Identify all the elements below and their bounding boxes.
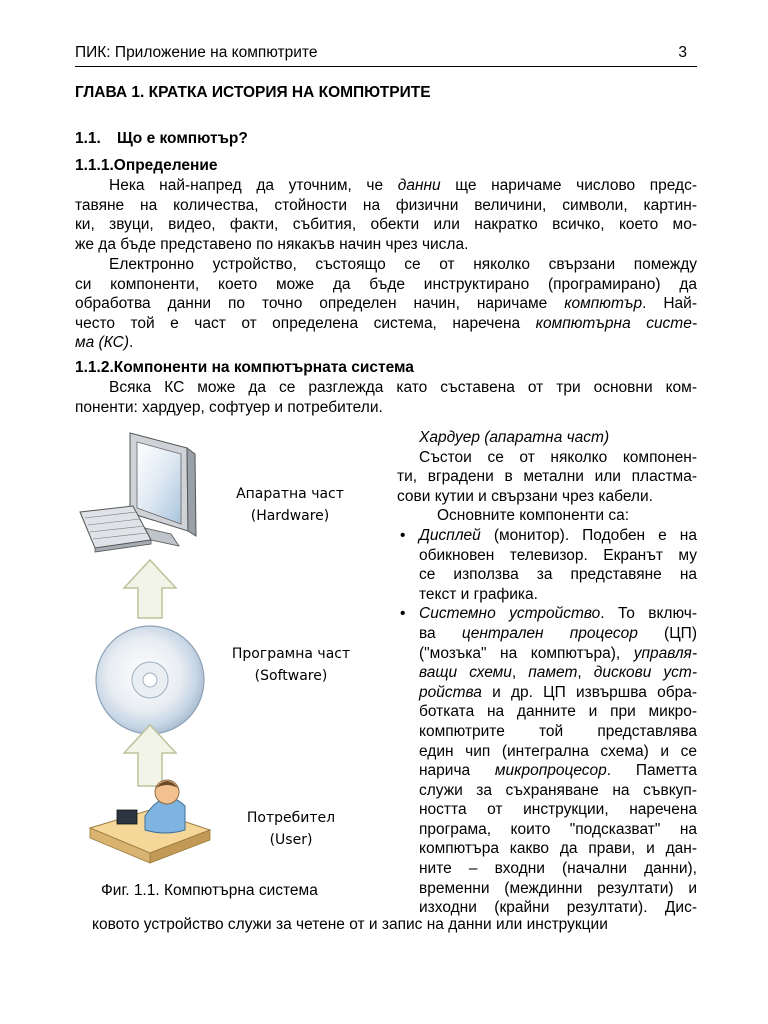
text-line: же да бъде представено по някакъв начин чрез числа. xyxy=(75,235,469,253)
section-number: 1.1. xyxy=(75,130,101,147)
list-item: • Дисплей (монитор). Подобен е на xyxy=(400,526,697,544)
figure-caption: Фиг. 1.1. Компютърна система xyxy=(101,882,318,899)
text-line: обикновен телевизор. Екранът му xyxy=(419,546,697,564)
hardware-subheading: Хардуер (апаратна част) xyxy=(419,429,610,446)
document-page xyxy=(75,0,697,1024)
user-label: Потребител (User) xyxy=(246,810,336,848)
software-label: Програмна част (Software) xyxy=(231,646,351,684)
hardware-column xyxy=(397,428,697,918)
text-line: ните – входни (начални данни), xyxy=(419,860,697,878)
text-line: програма, които "подсказват" на xyxy=(419,820,697,838)
text-line: един чип (интегрална схема) и се xyxy=(419,742,697,760)
bullet-icon: • xyxy=(400,605,406,623)
figure-computer-system xyxy=(75,428,395,880)
text-line: сови кутии и свързани чрез кабели. xyxy=(397,487,653,505)
chapter-title: ГЛАВА 1. КРАТКА ИСТОРИЯ НА КОМПЮТРИТЕ xyxy=(75,84,431,101)
page-number: 3 xyxy=(678,44,687,61)
text-line: често той е част от определена система, наречена компютърна систе- xyxy=(75,314,698,332)
text-line: текст и графика. xyxy=(419,585,538,603)
text-line: служи за съхраняване на съвкуп- xyxy=(419,781,697,799)
text-line: ботката на данните и при микро- xyxy=(419,703,697,721)
up-arrow-icon xyxy=(124,725,176,786)
text-line: тавяне на количества, стойности на физични величини, символи, картин- xyxy=(75,196,697,214)
text-line: изходни (крайни резултати). Дис- xyxy=(419,899,697,917)
text-line: ва централен процесор (ЦП) xyxy=(419,624,697,642)
paragraph-components xyxy=(75,378,697,417)
section-heading-1-1 xyxy=(75,130,248,148)
text-line: си компоненти, което може да бъде инструктирано (програмирано) да xyxy=(75,275,697,293)
cd-disc-icon xyxy=(96,626,204,734)
text-line: поненти: хардуер, софтуер и потребители. xyxy=(75,398,383,416)
section-title: Що е компютър? xyxy=(117,130,248,147)
user-at-desk-icon xyxy=(90,780,210,863)
text-line: временни (междинни резултати) и xyxy=(419,879,697,897)
text-line: компютъра какво да прави, и дан- xyxy=(419,840,697,858)
up-arrow-icon xyxy=(124,560,176,618)
text-line: компютрите той представлява xyxy=(419,722,697,740)
page-header xyxy=(75,44,697,67)
text-line: ващи схеми, памет, дискови уст- xyxy=(419,664,697,682)
subsection-heading-1-1-1: 1.1.1.Определение xyxy=(75,157,218,174)
text-line: Всяка КС може да се разглежда като съставена от три основни ком- xyxy=(109,379,697,396)
text-line: ността от инструкции, наречена xyxy=(419,801,697,819)
text-line: Електронно устройство, състоящо се от няколко свързани помежду xyxy=(109,256,697,273)
list-item: • Системно устройство. То включ- xyxy=(400,605,697,623)
text-line: се използва за представяне на xyxy=(419,566,697,584)
text-line: Състои се от няколко компонен- xyxy=(419,448,697,466)
bullet-icon: • xyxy=(400,526,406,544)
paragraph-definition xyxy=(75,176,697,254)
text-line: ки, звуци, видео, факти, събития, обекти или накратко всичко, което мо- xyxy=(75,216,697,234)
text-line: обработва данни по точно определен начин, наричаме компютър. Най- xyxy=(75,295,697,313)
text-line-continuation: ковото устройство служи за четене от и запис на данни или инструкции xyxy=(92,916,608,933)
header-title: ПИК: Приложение на компютрите xyxy=(75,44,318,61)
paragraph-computer xyxy=(75,255,697,353)
subsection-heading-1-1-2: 1.1.2.Компоненти на компютърната система xyxy=(75,359,414,376)
text-line: ма (КС). xyxy=(75,334,134,352)
text-line: ти, вградени в метални или пластма- xyxy=(397,468,697,486)
text-line: ройства и др. ЦП извършва обра- xyxy=(419,683,697,701)
text-line: Основните компоненти са: xyxy=(437,507,630,525)
text-line: ("мозъка" на компютъра), управля- xyxy=(419,644,697,662)
text-line: нарича микропроцесор. Паметта xyxy=(419,762,697,780)
text-line: Нека най-напред да уточним, че данни ще наричаме числово предс- xyxy=(109,177,697,194)
hardware-label: Апаратна част (Hardware) xyxy=(236,486,344,524)
